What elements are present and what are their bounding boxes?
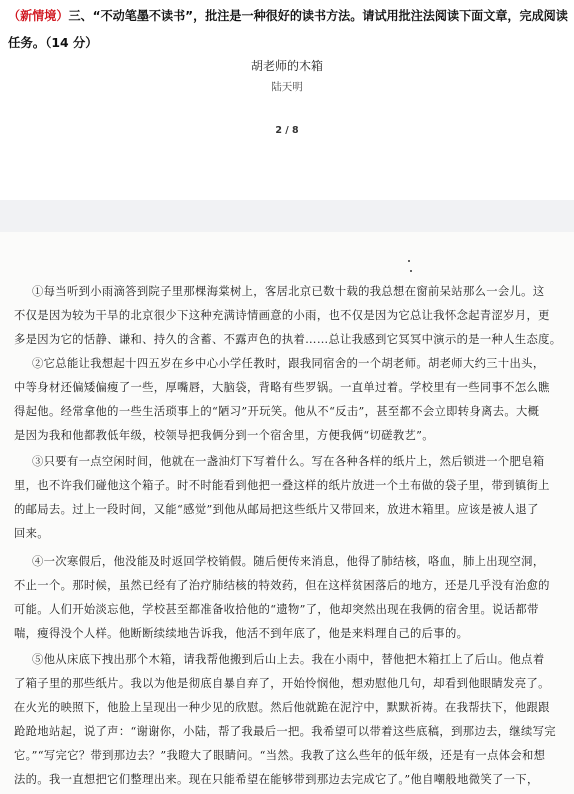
body-line: 不仅是因为较为干旱的北京很少下这种充满诗情画意的小雨，也不仅是因为它总让我怀念起青涩岁月，更 xyxy=(14,309,550,322)
question-text-1: 三、“不动笔墨不读书”，批注是一种很好的读书方法。请试用批注法阅读下面文章，完成阅读 xyxy=(68,8,568,23)
article-author: 陆天明 xyxy=(271,81,303,93)
question-text-2: 任务。（14 分） xyxy=(8,35,98,50)
body-line: ⑤他从床底下拽出那个木箱，请我帮他搬到后山上去。我在小雨中，替他把木箱扛上了后山。他点着 xyxy=(32,653,545,666)
new-context-tag: （新情境） xyxy=(8,8,69,23)
body-line: 回来。 xyxy=(14,527,49,540)
page-indicator: 2 / 8 xyxy=(275,125,299,136)
scan-speck xyxy=(410,270,412,272)
body-line: ③只要有一点空闲时间，他就在一盏油灯下写着什么。写在各种各样的纸片上，然后锁进一个肥皂箱 xyxy=(32,455,545,468)
body-line: 在火光的映照下，他脸上呈现出一种少见的欣慰。然后他就跪在泥泞中，默默祈祷。在我帮扶下，他跟跟 xyxy=(14,701,550,714)
body-line: 法的。我一直想把它们整理出来。现在只能希望在能够带到那边去完成它了。”他自嘲般地微笑了一下， xyxy=(14,773,539,786)
body-line: ②它总能让我想起十四五岁在乡中心小学任教时，跟我同宿舍的一个胡老师。胡老师大约三十出头， xyxy=(32,357,545,370)
body-line: 得起他。经常拿他的一些生活琐事上的“陋习”开玩笑。他从不“反击”，甚至都不会立即转身离去。大概 xyxy=(14,405,540,418)
top-page xyxy=(0,0,574,200)
body-line: ①每当听到小雨滴答到院子里那棵海棠树上，客居北京已数十载的我总想在窗前呆站那么一会儿。这 xyxy=(32,285,545,298)
body-line: 了箱子里的那些纸片。我以为他是彻底自暴自弃了，开始怜悯他，想劝慰他几句，却看到他眼睛发亮了。 xyxy=(14,677,550,690)
scanned-page xyxy=(0,232,574,794)
body-line: 跄跄地站起，说了声：“谢谢你，小陆，帮了我最后一把。我希望可以带着这些底稿，到那边去，继续写完 xyxy=(14,725,556,738)
article-title: 胡老师的木箱 xyxy=(250,59,323,73)
question-line-1 xyxy=(8,8,568,24)
body-line: 的邮局去。过上一段时间，又能“感觉”到他从邮局把这些纸片又带回来，放进木箱里。应该是被人退了 xyxy=(14,503,539,516)
body-line: 喘，瘦得没个人样。他断断续续地告诉我，他活不到年底了，他是来料理自己的后事的。 xyxy=(14,627,469,640)
body-line: ④一次寒假后，他没能及时返回学校销假。随后便传来消息，他得了肺结核，咯血，肺上出现空洞， xyxy=(32,555,545,568)
body-line: 可能。人们开始淡忘他，学校甚至都准备收拾他的“遗物”了，他却突然出现在我俩的宿舍里。说话都带 xyxy=(14,603,539,616)
body-line: 是因为我和他都教低年级，校领导把我俩分到一个宿舍里，方便我俩“切磋教艺”。 xyxy=(14,429,434,442)
body-line: 中等身材还偏矮偏瘦了一些，厚嘴唇，大脑袋，背略有些罗锅。一直单过着。学校里有一些同事不怎么瞧 xyxy=(14,381,550,394)
body-line: 它。”“写完它？带到那边去？”我瞪大了眼睛问。“当然。我教了这么些年的低年级，还是有一点体会和想 xyxy=(14,749,546,762)
body-line: 多是因为它的恬静、谦和、持久的含蓄、不露声色的执着……总让我感到它冥冥中演示的是一种人生态度。 xyxy=(14,333,562,346)
body-line: 不止一个。那时候，虽然已经有了治疗肺结核的特效药，但在这样贫困落后的地方，还是几乎没有治愈的 xyxy=(14,579,550,592)
page-divider xyxy=(0,200,574,232)
body-line: 里，也不许我们碰他这个箱子。时不时能看到他把一叠这样的纸片放进一个土布做的袋子里，带到镇街上 xyxy=(14,479,550,492)
scan-speck xyxy=(408,260,410,262)
